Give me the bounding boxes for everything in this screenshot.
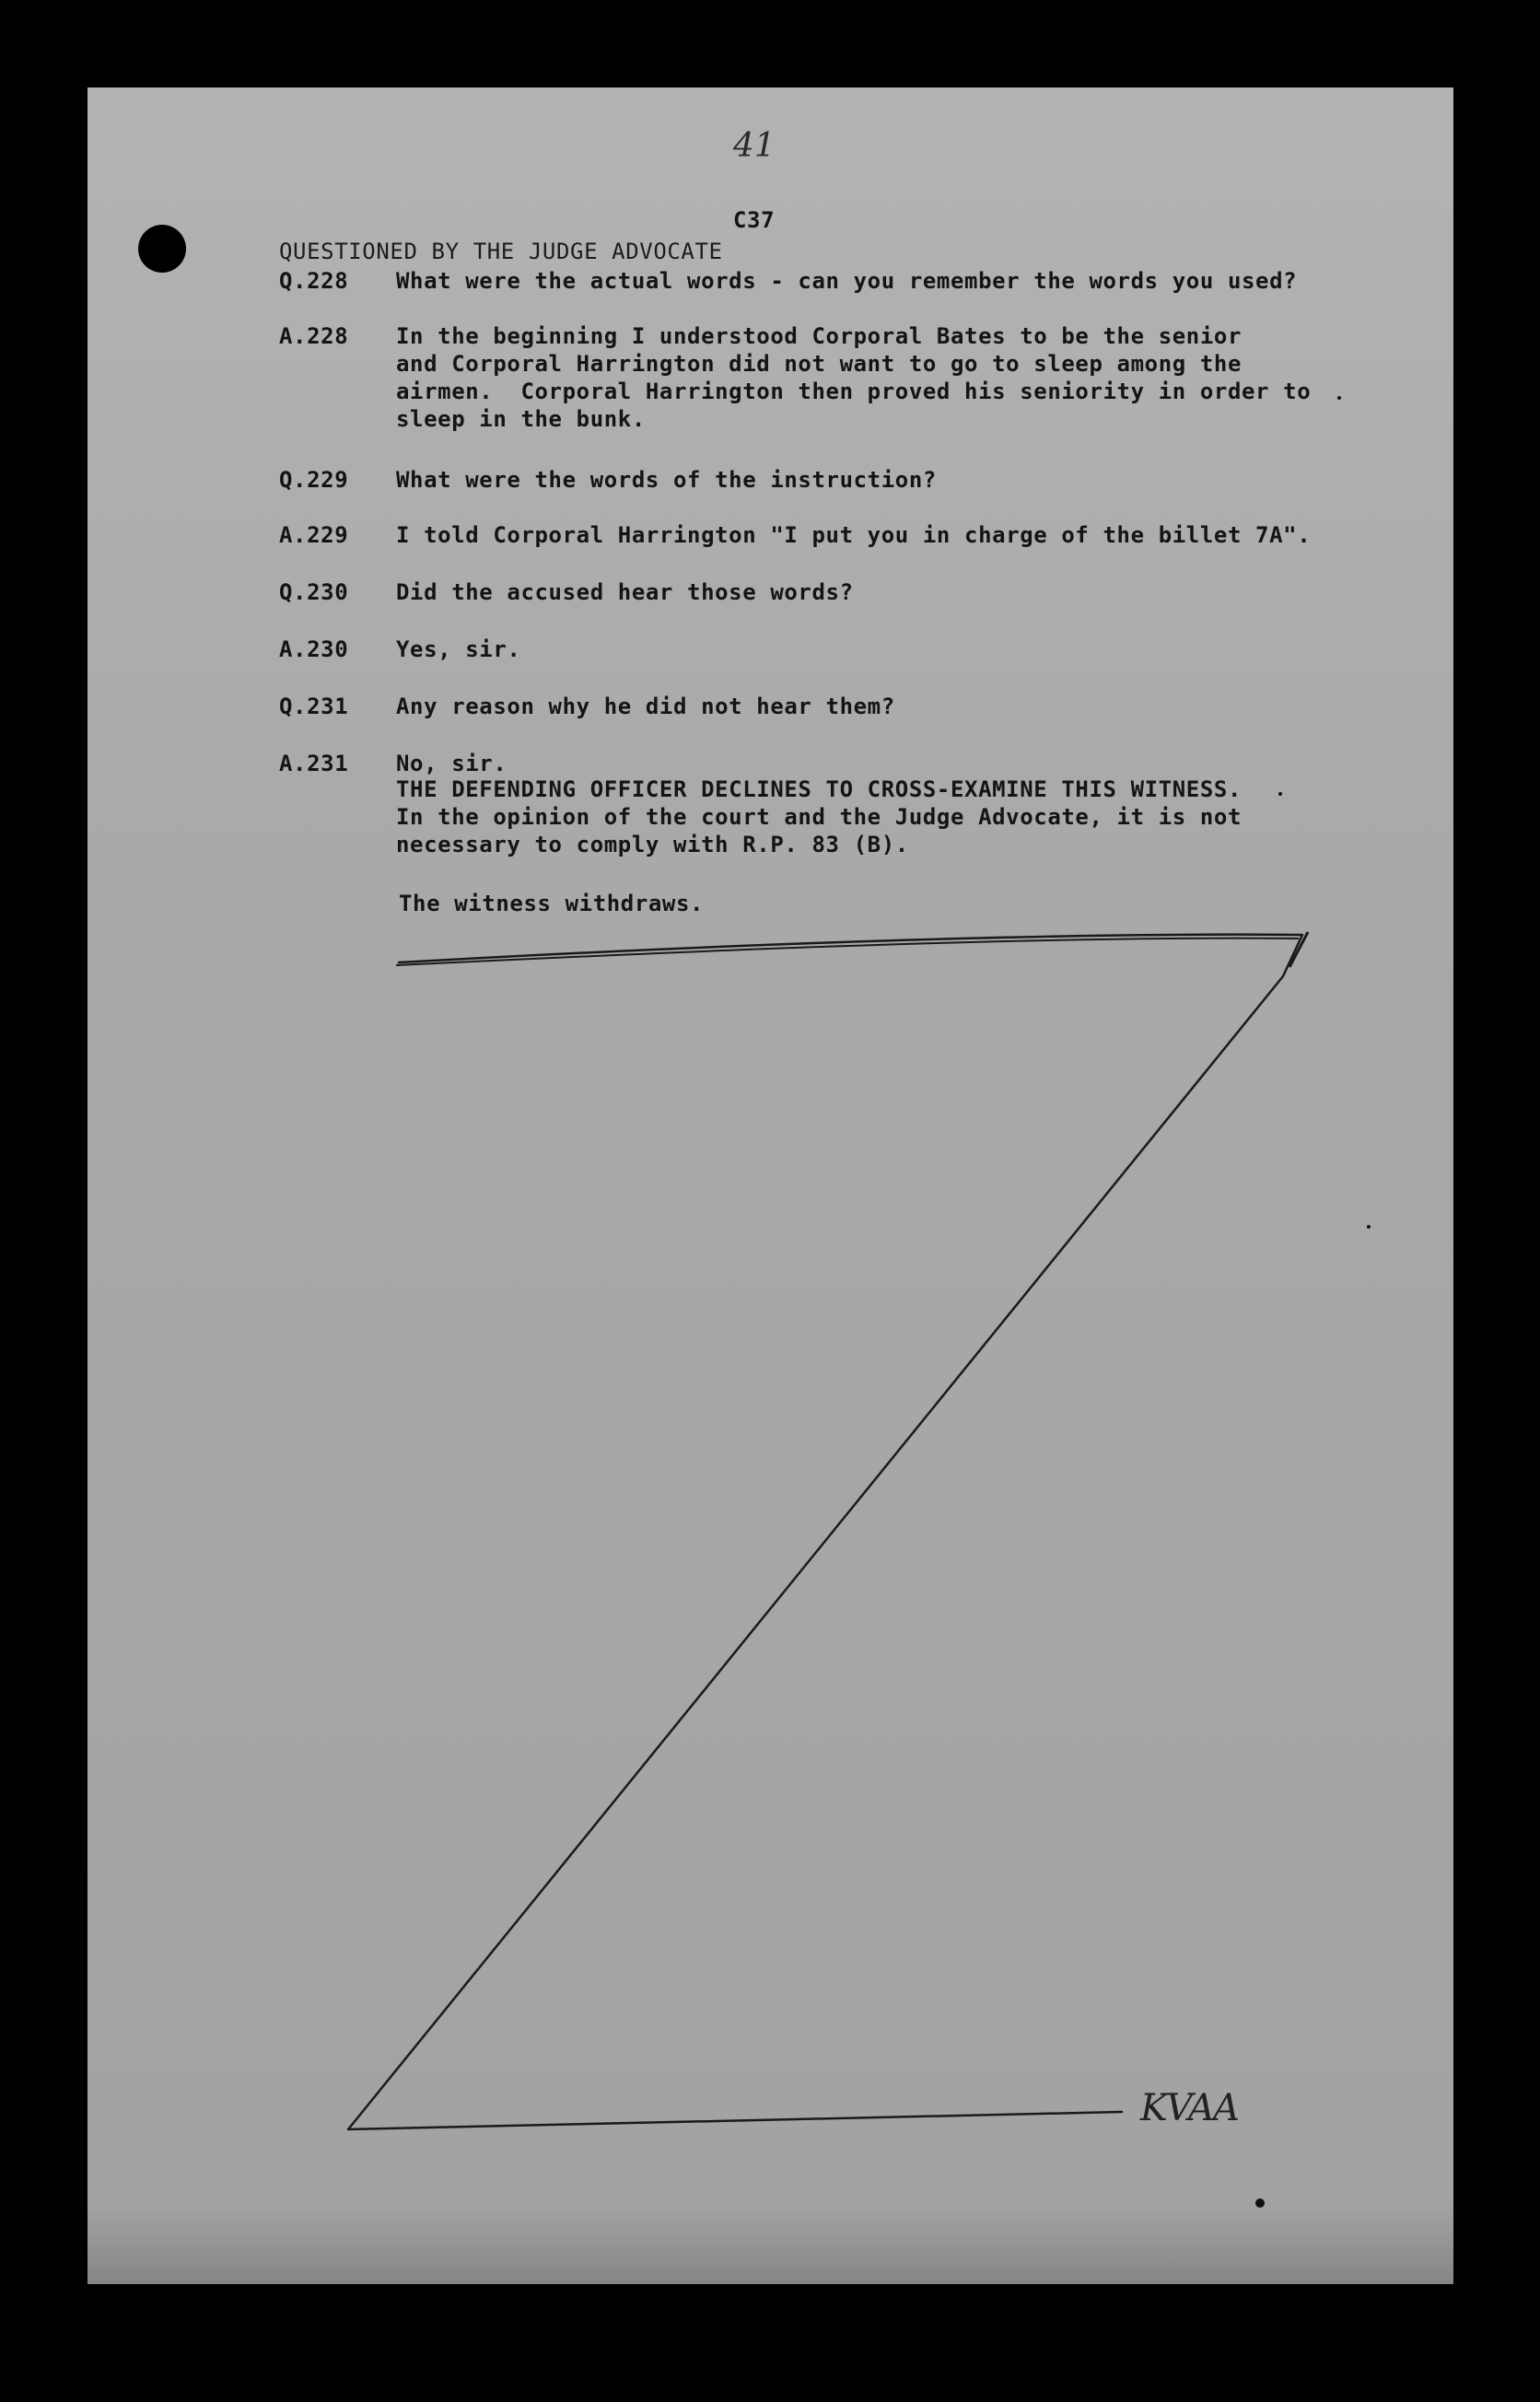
question-label: Q.230: [279, 579, 349, 605]
question-text: Did the accused hear those words?: [396, 579, 854, 605]
answer-text-line: airmen. Corporal Harrington then proved his seniority in order to: [396, 379, 1312, 404]
closing-statement: The witness withdraws.: [399, 891, 705, 916]
question-label: Q.228: [279, 268, 349, 294]
answer-label: A.229: [279, 522, 349, 548]
answer-label: A.228: [279, 323, 349, 349]
answer-text-line: In the beginning I understood Corporal Bates to be the senior: [396, 323, 1242, 349]
answer-text-line: sleep in the bunk.: [396, 406, 646, 432]
answer-text-line: No, sir.: [396, 751, 508, 776]
answer-label: A.230: [279, 636, 349, 662]
question-text: What were the words of the instruction?: [396, 467, 937, 493]
answer-text-line: THE DEFENDING OFFICER DECLINES TO CROSS-EXAMINE THIS WITNESS.: [396, 776, 1242, 802]
answer-text-line: necessary to comply with R.P. 83 (B).: [396, 832, 909, 857]
question-text: What were the actual words - can you remember the words you used?: [396, 268, 1298, 294]
answer-text-line: In the opinion of the court and the Judge Advocate, it is not: [396, 804, 1242, 830]
section-heading: QUESTIONED BY THE JUDGE ADVOCATE: [279, 239, 723, 264]
folio-number: 41: [733, 127, 776, 165]
question-text: Any reason why he did not hear them?: [396, 694, 895, 719]
question-label: Q.231: [279, 694, 349, 719]
answer-label: A.231: [279, 751, 349, 776]
answer-text-line: and Corporal Harrington did not want to go to sleep among the: [396, 351, 1242, 377]
answer-text: Yes, sir.: [396, 636, 521, 662]
answer-text: I told Corporal Harrington "I put you in charge of the billet 7A".: [396, 522, 1312, 548]
question-label: Q.229: [279, 467, 349, 493]
signature-initials: KVAA: [1140, 2087, 1238, 2129]
page-code: C37: [733, 207, 776, 233]
